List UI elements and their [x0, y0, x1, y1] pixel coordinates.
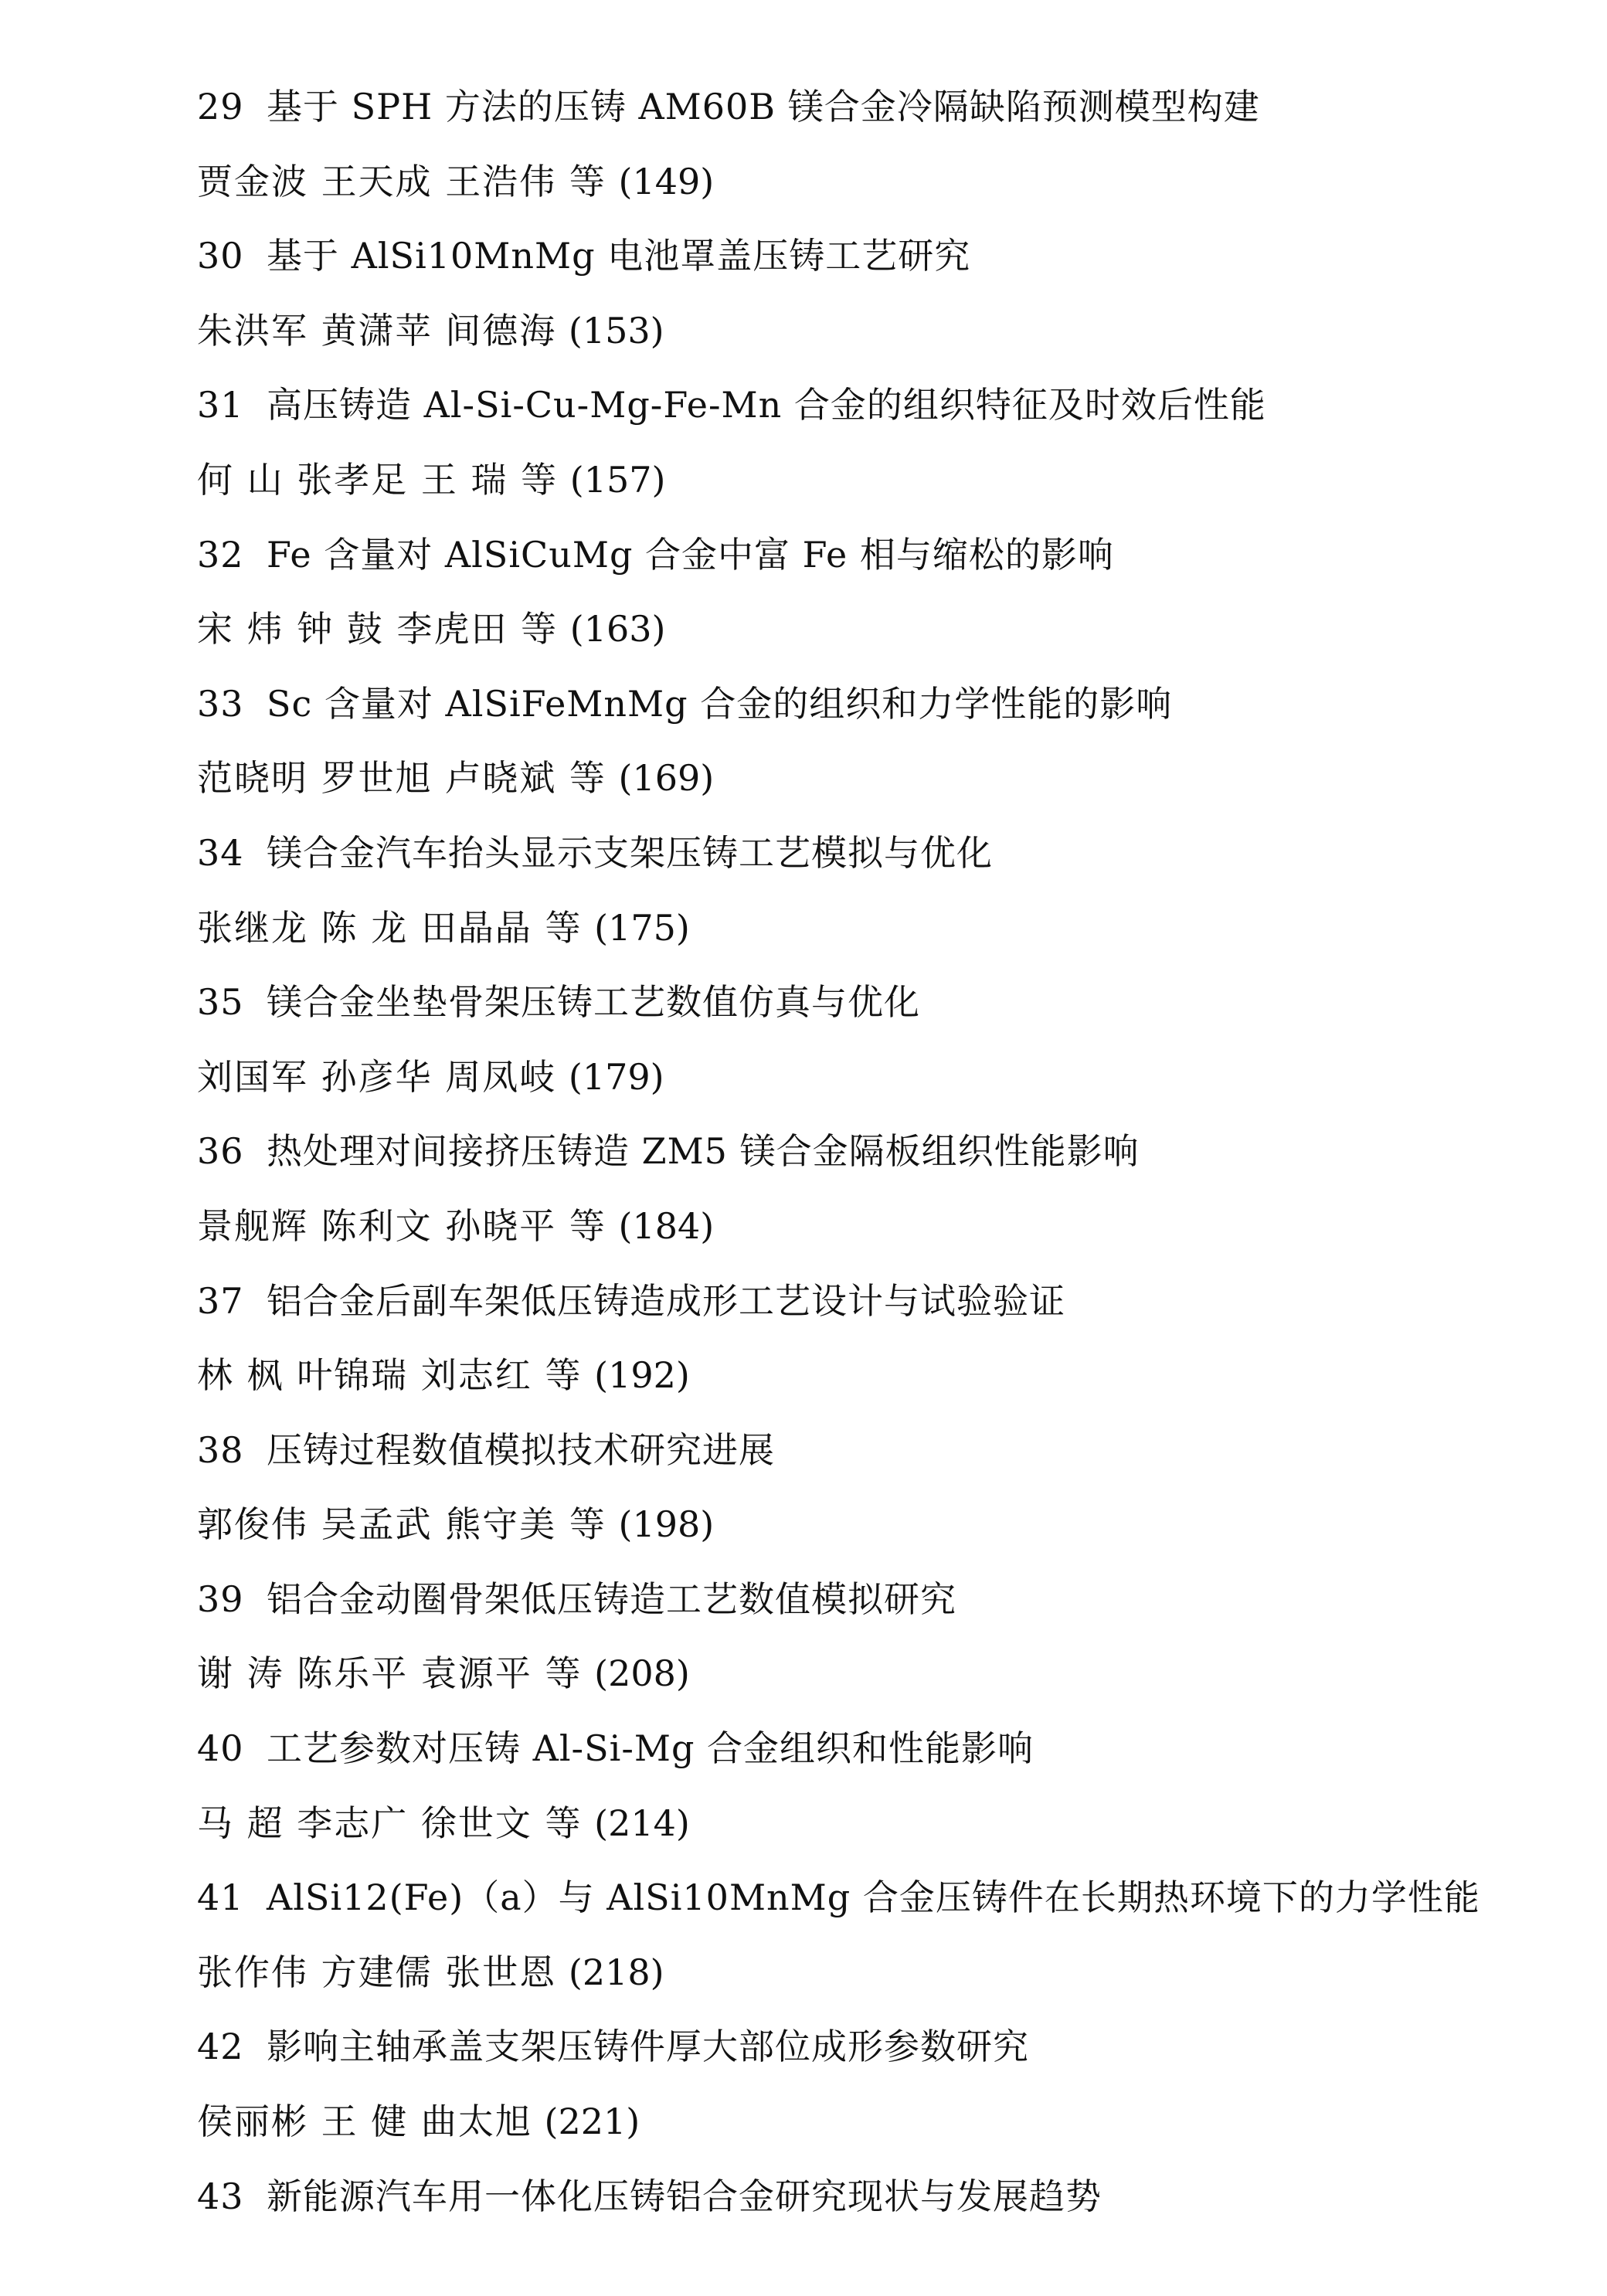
toc-entry-title	[197, 83, 1572, 158]
toc-entry-title	[197, 2023, 1572, 2098]
entry-number: 32	[197, 533, 244, 576]
entry-number: 37	[197, 1279, 244, 1322]
entry-title: 压铸过程数值模拟技术研究进展	[267, 1428, 775, 1471]
toc-entry-title	[197, 382, 1572, 457]
toc-entry-authors	[197, 1650, 1572, 1725]
entry-page: (208)	[594, 1652, 690, 1695]
entry-title: 基于 SPH 方法的压铸 AM60B 镁合金冷隔缺陷预测模型构建	[267, 86, 1260, 127]
entry-page: (214)	[594, 1802, 690, 1844]
entry-page: (157)	[569, 458, 666, 501]
entry-title: 铝合金动圈骨架低压铸造工艺数值模拟研究	[267, 1578, 956, 1620]
entry-title: 影响主轴承盖支架压铸件厚大部位成形参数研究	[267, 2026, 1029, 2068]
entry-authors: 宋 炜 钟 鼓 李虎田 等	[197, 608, 559, 650]
entry-title: 基于 AlSi10MnMg 电池罩盖压铸工艺研究	[267, 235, 971, 277]
entry-number: 31	[197, 384, 244, 426]
entry-number: 42	[197, 2026, 244, 2068]
toc-entry-title	[197, 1576, 1572, 1651]
entry-page: (169)	[618, 757, 715, 800]
toc-entry-title	[197, 1725, 1572, 1800]
entry-title: 热处理对间接挤压铸造 ZM5 镁合金隔板组织性能影响	[267, 1130, 1140, 1173]
entry-authors: 马 超 李志广 徐世文 等	[197, 1802, 583, 1844]
entry-authors: 朱洪军 黄潇苹 间德海	[197, 309, 557, 352]
entry-title: 镁合金汽车抬头显示支架压铸工艺模拟与优化	[267, 831, 993, 874]
entry-number: 34	[197, 831, 244, 874]
entry-authors: 范晓明 罗世旭 卢晓斌 等	[197, 757, 606, 800]
entry-number: 29	[197, 86, 244, 127]
entry-page: (192)	[594, 1354, 690, 1397]
toc-entry-authors	[197, 2098, 1572, 2173]
entry-authors: 景舰辉 陈利文 孙晓平 等	[197, 1204, 606, 1247]
entry-title: Fe 含量对 AlSiCuMg 合金中富 Fe 相与缩松的影响	[267, 533, 1114, 576]
toc-entry-authors	[197, 307, 1572, 382]
toc-entry-title	[197, 681, 1572, 756]
toc-entry-title	[197, 1874, 1572, 1949]
entry-authors: 刘国军 孙彦华 周凤岐	[197, 1055, 557, 1098]
entry-title: 铝合金后副车架低压铸造成形工艺设计与试验验证	[267, 1279, 1065, 1322]
toc-entry-authors	[197, 1054, 1572, 1129]
toc-entry-authors	[197, 1352, 1572, 1427]
table-of-contents	[197, 83, 1572, 2247]
entry-number: 39	[197, 1578, 244, 1620]
entry-number: 30	[197, 235, 244, 277]
toc-entry-title	[197, 233, 1572, 307]
entry-number: 33	[197, 682, 244, 725]
entry-title: AlSi12(Fe)（a）与 AlSi10MnMg 合金压铸件在长期热环境下的力学性能	[267, 1877, 1480, 1919]
entry-title: 高压铸造 Al-Si-Cu-Mg-Fe-Mn 合金的组织特征及时效后性能	[267, 384, 1266, 426]
entry-authors: 谢 涛 陈乐平 袁源平 等	[197, 1652, 583, 1695]
entry-number: 43	[197, 2175, 244, 2217]
entry-page: (163)	[569, 608, 666, 650]
toc-entry-authors	[197, 158, 1572, 233]
toc-entry-authors	[197, 1501, 1572, 1576]
entry-authors: 侯丽彬 王 健 曲太旭	[197, 2101, 532, 2143]
entry-page: (175)	[594, 906, 690, 949]
entry-page: (179)	[568, 1055, 664, 1098]
entry-number: 36	[197, 1130, 244, 1173]
entry-number: 40	[197, 1727, 244, 1770]
entry-page: (221)	[544, 2101, 640, 2143]
entry-authors: 何 山 张孝足 王 瑞 等	[197, 458, 559, 501]
toc-entry-authors	[197, 457, 1572, 532]
entry-page: (153)	[568, 309, 664, 352]
toc-entry-title	[197, 1128, 1572, 1203]
entry-title: 镁合金坐垫骨架压铸工艺数值仿真与优化	[267, 981, 920, 1024]
toc-entry-authors	[197, 1800, 1572, 1875]
entry-number: 38	[197, 1428, 244, 1471]
toc-entry-title	[197, 2173, 1572, 2248]
entry-authors: 张作伟 方建儒 张世恩	[197, 1951, 557, 1993]
toc-entry-title	[197, 979, 1572, 1054]
entry-number: 41	[197, 1877, 244, 1919]
entry-number: 35	[197, 981, 244, 1024]
toc-entry-authors	[197, 905, 1572, 980]
entry-page: (198)	[618, 1503, 715, 1546]
entry-title: 工艺参数对压铸 Al-Si-Mg 合金组织和性能影响	[267, 1727, 1035, 1770]
toc-entry-authors	[197, 606, 1572, 681]
entry-authors: 张继龙 陈 龙 田晶晶 等	[197, 906, 583, 949]
toc-entry-title	[197, 1427, 1572, 1502]
entry-title: Sc 含量对 AlSiFeMnMg 合金的组织和力学性能的影响	[267, 682, 1173, 725]
entry-page: (218)	[568, 1951, 664, 1993]
toc-entry-title	[197, 1278, 1572, 1353]
entry-page: (184)	[618, 1204, 715, 1247]
toc-entry-authors	[197, 1949, 1572, 2024]
toc-entry-authors	[197, 1203, 1572, 1278]
entry-title: 新能源汽车用一体化压铸铝合金研究现状与发展趋势	[267, 2175, 1102, 2217]
entry-authors: 郭俊伟 吴孟武 熊守美 等	[197, 1503, 606, 1546]
toc-entry-authors	[197, 755, 1572, 830]
toc-entry-title	[197, 830, 1572, 905]
entry-authors: 贾金波 王天成 王浩伟 等	[197, 160, 606, 202]
toc-entry-title	[197, 532, 1572, 606]
entry-authors: 林 枫 叶锦瑞 刘志红 等	[197, 1354, 583, 1397]
entry-page: (149)	[618, 160, 715, 202]
